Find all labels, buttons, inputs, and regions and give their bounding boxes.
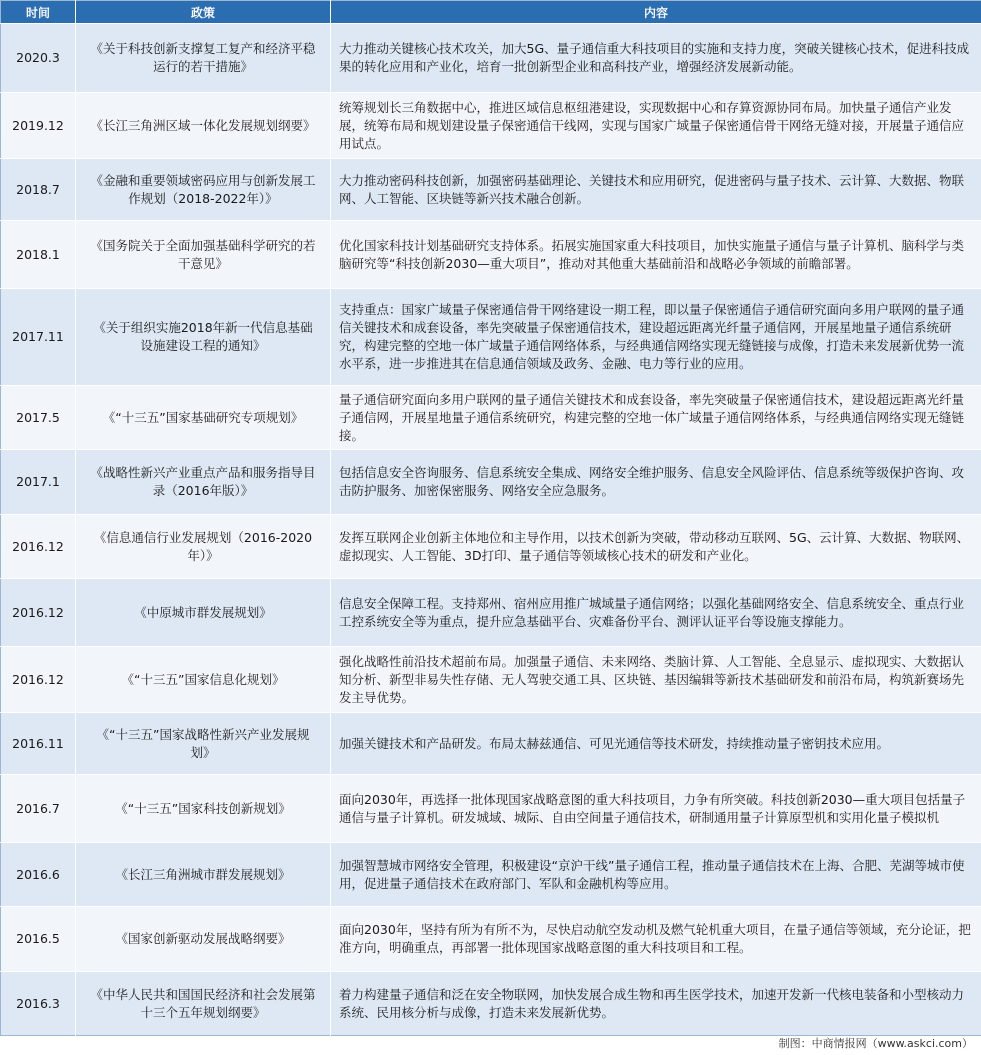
row-policy: 《长江三角洲区域一体化发展规划纲要》 xyxy=(76,93,331,159)
row-content: 优化国家科技计划基础研究支持体系。拓展实施国家重大科技项目，加快实施量子通信与量子计算机、脑科学与类脑研究等“科技创新2030—重大项目”，推动对其他重大基础前沿和战略必争领域的前瞻部署。 xyxy=(331,221,981,289)
row-content: 强化战略性前沿技术超前布局。加强量子通信、未来网络、类脑计算、人工智能、全息显示、虚拟现实、大数据认知分析、新型非易失性存储、无人驾驶交通工具、区块链、基因编辑等新技术基础研发和前沿布局，构筑新赛场先发主导优势。 xyxy=(331,647,981,713)
table-row xyxy=(1,579,981,647)
table-header-row xyxy=(1,1,981,24)
row-policy: 《“十三五”国家战略性新兴产业发展规划》 xyxy=(76,713,331,775)
row-time: 2016.12 xyxy=(1,647,76,713)
row-policy: 《中华人民共和国国民经济和社会发展第十三个五年规划纲要》 xyxy=(76,972,331,1036)
row-content: 包括信息安全咨询服务、信息系统安全集成、网络安全维护服务、信息安全风险评估、信息系统等级保护咨询、攻击防护服务、加密保密服务、网络安全应急服务。 xyxy=(331,450,981,515)
header-policy: 政策 xyxy=(76,1,331,24)
row-content: 统筹规划长三角数据中心，推进区域信息枢纽港建设，实现数据中心和存算资源协同布局。加快量子通信产业发展，统筹布局和规划建设量子保密通信干线网，实现与国家广域量子保密通信骨干网络无缝对接，开展量子通信应用试点。 xyxy=(331,93,981,159)
row-time: 2019.12 xyxy=(1,93,76,159)
row-policy: 《“十三五”国家科技创新规划》 xyxy=(76,775,331,843)
source-credit: 制图：中商情报网（www.askci.com） xyxy=(778,1037,973,1050)
row-policy: 《信息通信行业发展规划（2016-2020年）》 xyxy=(76,515,331,579)
row-content: 大力推动密码科技创新，加强密码基础理论、关键技术和应用研究，促进密码与量子技术、云计算、大数据、物联网、人工智能、区块链等新兴技术融合创新。 xyxy=(331,159,981,221)
row-content: 面向2030年，再选择一批体现国家战略意图的重大科技项目，力争有所突破。科技创新2030—重大项目包括量子通信与量子计算机。研发城域、城际、自由空间量子通信技术，研制通用量子计算原型机和实用化量子模拟机 xyxy=(331,775,981,843)
table-row xyxy=(1,93,981,159)
row-time: 2016.3 xyxy=(1,972,76,1036)
row-content: 加强关键技术和产品研发。布局太赫兹通信、可见光通信等技术研发，持续推动量子密钥技术应用。 xyxy=(331,713,981,775)
row-time: 2017.1 xyxy=(1,450,76,515)
row-content: 大力推动关键核心技术攻关，加大5G、量子通信重大科技项目的实施和支持力度，突破关键核心技术，促进科技成果的转化应用和产业化，培育一批创新型企业和高科技产业，增强经济发展新动能。 xyxy=(331,24,981,93)
row-time: 2016.12 xyxy=(1,579,76,647)
table-row xyxy=(1,713,981,775)
header-time: 时间 xyxy=(1,1,76,24)
row-content: 加强智慧城市网络安全管理，积极建设“京沪干线”量子通信工程，推动量子通信技术在上海、合肥、芜湖等城市使用，促进量子通信技术在政府部门、军队和金融机构等应用。 xyxy=(331,843,981,907)
row-policy: 《金融和重要领域密码应用与创新发展工作规划（2018-2022年）》 xyxy=(76,159,331,221)
row-content: 支持重点：国家广域量子保密通信骨干网络建设一期工程，即以量子保密通信子通信研究面向多用户联网的量子通信关键技术和成套设备，率先突破量子保密通信技术，建设超远距离光纤量子通信网，开展星地量子通信系统研究，构建完整的空地一体广域量子通信网络体系，与经典通信网络实现无缝链接与成像，打造未来发展新优势一流水平系，进一步推进其在信息通信领域及政务、金融、电力等行业的应用。 xyxy=(331,289,981,386)
row-policy: 《长江三角洲城市群发展规划》 xyxy=(76,843,331,907)
row-policy: 《战略性新兴产业重点产品和服务指导目录（2016年版）》 xyxy=(76,450,331,515)
table-row xyxy=(1,450,981,515)
row-time: 2016.11 xyxy=(1,713,76,775)
row-time: 2016.6 xyxy=(1,843,76,907)
row-time: 2018.7 xyxy=(1,159,76,221)
row-content: 着力构建量子通信和泛在安全物联网，加快发展合成生物和再生医学技术，加速开发新一代核电装备和小型核动力系统、民用核分析与成像，打造未来发展新优势。 xyxy=(331,972,981,1036)
row-policy: 《“十三五”国家信息化规划》 xyxy=(76,647,331,713)
table-row xyxy=(1,775,981,843)
header-content: 内容 xyxy=(331,1,981,24)
row-time: 2016.12 xyxy=(1,515,76,579)
table-row xyxy=(1,221,981,289)
row-policy: 《关于组织实施2018年新一代信息基础设施建设工程的通知》 xyxy=(76,289,331,386)
table-row xyxy=(1,647,981,713)
row-time: 2020.3 xyxy=(1,24,76,93)
table-row xyxy=(1,289,981,386)
row-time: 2017.11 xyxy=(1,289,76,386)
table-row xyxy=(1,515,981,579)
table-row xyxy=(1,24,981,93)
row-time: 2016.5 xyxy=(1,907,76,972)
table-row xyxy=(1,843,981,907)
row-content: 量子通信研究面向多用户联网的量子通信关键技术和成套设备，率先突破量子保密通信技术，建设超远距离光纤量子通信网，开展星地量子通信系统研究，构建完整的空地一体广域量子通信网络体系，与经典通信网络实现无缝链接。 xyxy=(331,386,981,450)
table-row xyxy=(1,386,981,450)
row-policy: 《关于科技创新支撑复工复产和经济平稳运行的若干措施》 xyxy=(76,24,331,93)
table-row xyxy=(1,972,981,1036)
table-row xyxy=(1,907,981,972)
row-time: 2017.5 xyxy=(1,386,76,450)
row-policy: 《国务院关于全面加强基础科学研究的若干意见》 xyxy=(76,221,331,289)
table-row xyxy=(1,159,981,221)
row-time: 2016.7 xyxy=(1,775,76,843)
row-content: 信息安全保障工程。支持郑州、宿州应用推广城域量子通信网络；以强化基础网络安全、信息系统安全、重点行业工控系统安全等为重点，提升应急基础平台、灾难备份平台、测评认证平台等设施支撑能力。 xyxy=(331,579,981,647)
row-policy: 《国家创新驱动发展战略纲要》 xyxy=(76,907,331,972)
row-content: 发挥互联网企业创新主体地位和主导作用，以技术创新为突破，带动移动互联网、5G、云计算、大数据、物联网、虚拟现实、人工智能、3D打印、量子通信等领域核心技术的研发和产业化。 xyxy=(331,515,981,579)
row-policy: 《中原城市群发展规划》 xyxy=(76,579,331,647)
row-policy: 《“十三五”国家基础研究专项规划》 xyxy=(76,386,331,450)
row-time: 2018.1 xyxy=(1,221,76,289)
row-content: 面向2030年，坚持有所为有所不为，尽快启动航空发动机及燃气轮机重大项目，在量子通信等领域，充分论证，把准方向，明确重点，再部署一批体现国家战略意图的重大科技项目和工程。 xyxy=(331,907,981,972)
